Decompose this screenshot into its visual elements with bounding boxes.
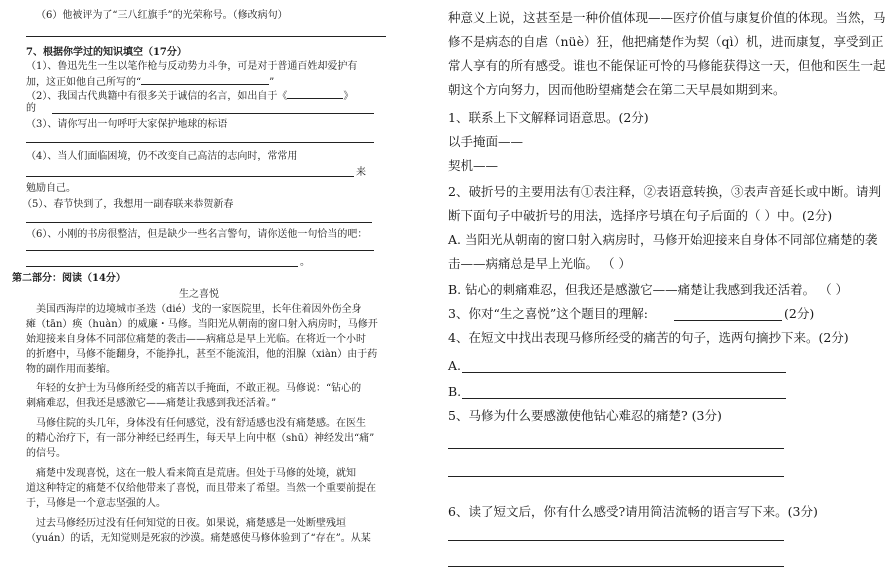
q2-option-a-1: A. 当阳光从朝南的窗口射入病房时，马修开始迎接来自身体不同部位痛楚的袭: [448, 232, 878, 247]
answer-line[interactable]: [448, 566, 784, 567]
p1-line: 美国西海岸的边境城市圣迭（dié）戈的一家医院里，长年住着因外伤全身: [36, 304, 362, 315]
q4-a-label: A.: [448, 358, 462, 373]
answer-line[interactable]: [26, 266, 298, 267]
p3-line: 的信号。: [26, 448, 66, 459]
q7-4-line-3: 勉励自己。: [26, 183, 76, 194]
q3-score: (2分): [784, 306, 815, 321]
q2-option-a-2: 击——病痛总是早上光临。 （ ）: [448, 256, 631, 271]
p3-line: 的精心治疗下，有一部分神经已经再生，每天早上向中枢（shū）神经发出“痛”: [26, 433, 375, 444]
q7-1-line-2: [26, 74, 274, 89]
cont-line: 朝这个方向努力，因而他盼望痛楚会在第二天早晨如期到来。: [448, 82, 786, 97]
p1-line: 始迎接来自身体不同部位痛楚的袭击——病痛总是早上光临。在将近一个小时: [26, 334, 366, 345]
part2-title: 第二部分：阅读（14分）: [12, 273, 126, 284]
q7-4-suffix: 来: [356, 167, 366, 178]
q7-1-blank[interactable]: [141, 74, 269, 85]
q7-3-text: （3）、请你写出一句呼吁大家保护地球的标语: [26, 119, 228, 130]
q6-prev-text: （6）他被评为了“三八红旗手”的光荣称号。（修改病句）: [36, 10, 288, 21]
cont-line: 修不是病态的自虐（nüè）狂，他把痛楚作为契（qì）机，进而康复，享受到正: [448, 34, 884, 49]
q1-b: 契机——: [448, 158, 499, 173]
p1-line: 瘫（tān）痪（huàn）的威廉・马修。当阳光从朝南的窗口射入病房时，马修开: [26, 319, 378, 330]
q7-2-book-blank[interactable]: [287, 88, 343, 99]
right-column: [448, 0, 886, 584]
q2-line-1: 2、破折号的主要用法有①表注释，②表语意转换，③表声音延长或中断。请判: [448, 184, 881, 199]
p2-line: 年轻的女护士为马修所经受的痛苦以手掩面，不敢正视。马修说：“钻心的: [36, 383, 362, 394]
q2-line-2: 断下面句子中破折号的用法，选择序号填在句子后面的（ ）中。(2分): [448, 208, 833, 223]
p4-line: 痛楚中发现喜悦，这在一般人看来简直是荒唐。但处于马修的处境，就知: [36, 468, 356, 479]
q7-5-text: （5）、春节快到了，我想用一副春联来恭贺新春: [22, 199, 234, 210]
q7-1-prefix: 加，这正如他自己所写的“: [26, 77, 142, 88]
q4-text: 4、在短文中找出表现马修所经受的痛苦的句子，选两句摘抄下来。(2分): [448, 330, 849, 345]
q7-2-suffix: 》: [343, 91, 354, 102]
p2-line: 刺痛难忍，但我还是感激它——痛楚让我感到我还活着。”: [26, 398, 277, 409]
q7-4-line-1: （4）、当人们面临困境，仍不改变自己高洁的志向时，常常用: [26, 151, 298, 162]
answer-line[interactable]: [448, 448, 784, 449]
answer-line[interactable]: [26, 36, 386, 37]
answer-line[interactable]: [26, 250, 374, 251]
q7-2-line-1: [26, 88, 353, 103]
answer-line[interactable]: [52, 113, 374, 114]
answer-line[interactable]: [26, 222, 372, 223]
q7-6-suffix: 。: [300, 257, 310, 268]
answer-line[interactable]: [448, 540, 784, 541]
p4-line: 于，马修是一个意志坚强的人。: [26, 498, 166, 509]
q4-b-label: B.: [448, 384, 462, 399]
p5-line: 过去马修经历过没有任何知觉的日夜。如果说，痛楚感是一处断壁残垣: [36, 518, 346, 529]
q1-a: 以手掩面——: [448, 134, 524, 149]
q7-1-suffix: ”: [269, 77, 275, 88]
p4-line: 道这种特定的痛楚不仅给他带来了喜悦，而且带来了希望。当然一个重要前提在: [26, 483, 376, 494]
q7-1-line-1: （1）、鲁迅先生一生以笔作枪与反动势力斗争，可是对于普通百姓却爱护有: [26, 61, 358, 72]
q1-text: 1、联系上下文解释词语意思。(2分): [448, 110, 649, 125]
answer-line[interactable]: [462, 372, 786, 373]
left-column: [0, 0, 398, 584]
q2-option-b: B. 钻心的刺痛难忍，但我还是感激它——痛楚让我感到我还活着。 （ ）: [448, 282, 849, 297]
p3-line: 马修住院的头几年，身体没有任何感觉，没有舒适感也没有痛楚感。在医生: [36, 418, 366, 429]
q7-2-prefix: （2）、我国古代典籍中有很多关于诚信的名言，如出自于《: [26, 91, 288, 102]
q7-title: 7、根据你学过的知识填空（17分）: [26, 47, 187, 58]
answer-line[interactable]: [462, 398, 786, 399]
answer-line[interactable]: [26, 176, 354, 177]
p1-line: 物的副作用而萎缩。: [26, 364, 116, 375]
cont-line: 种意义上说，这甚至是一种价值体现——医疗价值与康复价值的体现。当然，马: [448, 10, 886, 25]
answer-line[interactable]: [674, 320, 782, 321]
answer-line[interactable]: [26, 142, 374, 143]
article-title: 生之喜悦: [179, 289, 219, 300]
p1-line: 的折磨中，马修不能翻身，不能挣扎，甚至不能流泪，他的泪腺（xiàn）由于药: [26, 349, 378, 360]
q5-text: 5、马修为什么要感激使他钻心难忍的痛楚? (3分): [448, 408, 722, 423]
q3-text: 3、你对“生之喜悦”这个题目的理解:: [448, 306, 648, 321]
q7-2-line-2: 的: [26, 103, 36, 114]
p5-line: （yuán）的话，无知觉则是死寂的沙漠。痛楚感使马修体验到了“存在”。从某: [26, 533, 371, 544]
q6-text: 6、读了短文后，你有什么感受?请用简洁流畅的语言写下来。(3分): [448, 504, 818, 519]
cont-line: 常人享有的所有感受。谁也不能保证可怜的马修能获得这一天，但他和医生一起: [448, 58, 886, 73]
answer-line[interactable]: [448, 476, 784, 477]
q7-6-text: （6）、小刚的书房很整洁，但是缺少一些名言警句，请你送他一句恰当的吧：: [26, 229, 368, 240]
